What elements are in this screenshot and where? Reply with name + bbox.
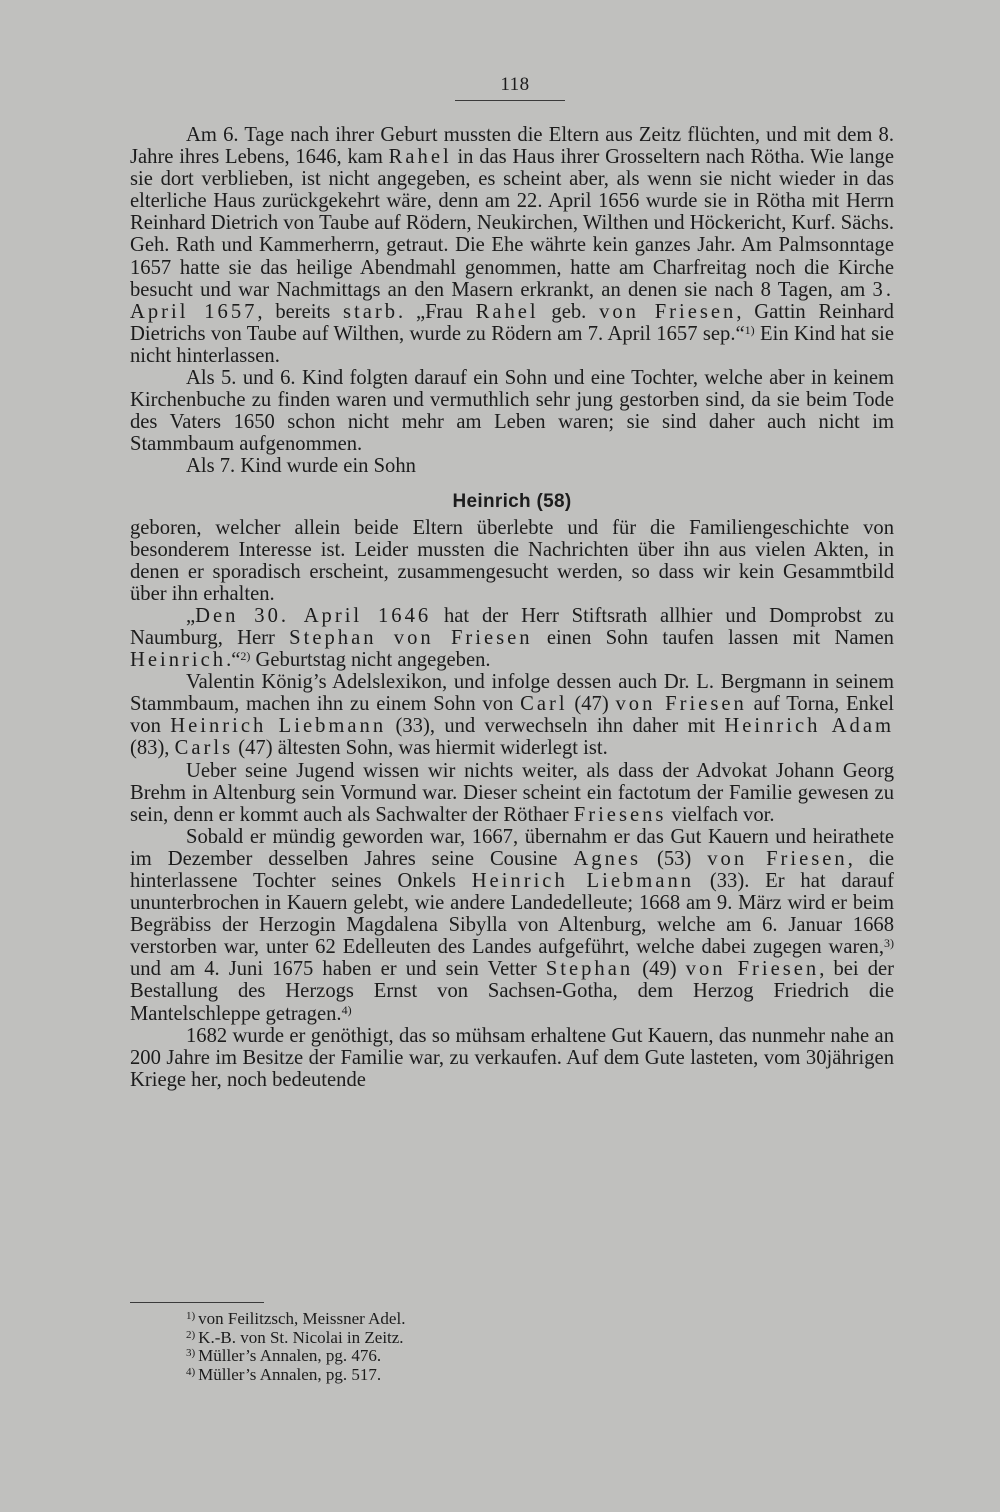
body-text xyxy=(130,124,894,1091)
text-run: auf Torna, Enkel von xyxy=(130,693,894,738)
footnote-mark: 4) xyxy=(186,1366,196,1379)
text-run: . „Frau xyxy=(398,300,476,323)
spaced-name: Heinrich xyxy=(130,649,227,672)
paragraph xyxy=(130,367,894,455)
spaced-name: Heinrich Liebmann xyxy=(471,870,695,892)
spaced-name: starb xyxy=(343,300,399,323)
footnote xyxy=(186,1347,586,1366)
spaced-name: Stephan xyxy=(545,958,634,981)
text-run: (33), und verwechseln ihn daher mit xyxy=(386,715,725,738)
text-run: (47) ältesten Sohn, was hiermit widerlegt ist. xyxy=(233,737,608,760)
text-run: vielfach vor. xyxy=(666,803,775,826)
spaced-name: von Friesen xyxy=(707,847,848,870)
spaced-name: Heinrich Adam xyxy=(724,715,894,738)
text-run: 1682 wurde er genöthigt, das so mühsam erhaltene Gut Kauern, das nunmehr nahe an 200 Jahre im Besitze der Familie war, zu verkaufen. Auf dem Gute lasteten, vom 30jährigen Kriege her, noch bedeutende xyxy=(130,1024,894,1091)
footnote-reference-number: 1 xyxy=(744,322,751,337)
text-run: Ein Kind hat sie nicht hinterlassen. xyxy=(130,322,895,367)
text-run: , die hinterlassene Tochter seines Onkels xyxy=(130,847,894,892)
text-run: , bereits xyxy=(257,300,343,323)
paragraph xyxy=(130,605,894,671)
text-run: in das Haus ihrer Grosseltern nach Rötha. Wie lange sie dort verblieben, ist nicht angegeben, es scheint aber, als wenn sie nicht wieder in das elterliche Haus zurückgekehrt wäre, denn am 22. April 1656 wurde sie in Rötha mit Herrn Reinhard Dietrich von Taube auf Rödern, Neukirchen, Wilthen und Höckericht, Kurf. Sächs. Geh. Rath und Kammerherrn, getraut. Die Ehe währte kein ganzes Jahr. Am Palmsonntage 1657 hatte sie das heilige Abendmahl genommen, hatte am Charfreitag noch die Kirche besucht und war Nachmittags an den Masern erkrankt, an denen sie nach 8 Tagen, am xyxy=(130,146,894,301)
paragraph xyxy=(130,1025,894,1091)
text-run: , bei der Bestallung des Herzogs Ernst von Sachsen-Gotha, dem Herzog Friedrich die Mantelschleppe getragen. xyxy=(130,958,894,1025)
footnote xyxy=(186,1329,586,1348)
spaced-name: Stephan von Friesen xyxy=(289,626,533,649)
footnote-text: Müller’s Annalen, pg. 517. xyxy=(198,1365,382,1385)
spaced-name: von Friesen xyxy=(615,693,747,716)
footnote-reference[interactable]: 1) xyxy=(744,322,755,337)
footnote-text: Müller’s Annalen, pg. 476. xyxy=(198,1346,382,1366)
page-number-rule xyxy=(455,100,565,101)
footnote-reference-number: 3 xyxy=(884,936,890,951)
text-run: (47) xyxy=(567,693,616,716)
spaced-name: Carl xyxy=(520,693,568,716)
spaced-name: 3. April 1657 xyxy=(130,278,894,323)
text-run: Als 5. und 6. Kind folgten darauf ein Sohn und eine Tochter, welche aber in keinem Kirchenbuche zu finden waren und vermuthlich sehr jung gestorben sind, da sie beim Tode des Vaters 1650 schon nicht mehr am Leben waren; sie sind daher auch nicht im Stammbaum aufgenommen. xyxy=(130,367,894,456)
text-run: und am 4. Juni 1675 haben er und sein Vetter xyxy=(130,958,546,981)
paragraph xyxy=(130,671,894,759)
footnote-reference-number: 2 xyxy=(240,649,247,664)
text-run: Als 7. Kind wurde ein Sohn xyxy=(186,455,416,478)
footnote-reference[interactable]: 4) xyxy=(341,1002,352,1017)
spaced-name: Agnes xyxy=(573,847,642,870)
text-run: geboren, welcher allein beide Eltern überlebte und für die Familiengeschichte von besonderem Interesse ist. Leider mussten die Nachrichten über ihn aus vielen Akten, in denen er sporadisch erscheint, zusammengesucht werden, so dass wir kein Gesammtbild über ihn erhalten. xyxy=(130,516,894,605)
text-run: (83), xyxy=(130,737,175,760)
section-heading: Heinrich (58) xyxy=(452,490,572,512)
paragraph xyxy=(130,124,894,367)
spaced-name: von Friesen xyxy=(685,958,820,981)
spaced-name: Heinrich Liebmann xyxy=(170,715,387,738)
footnote-text: K.-B. von St. Nicolai in Zeitz. xyxy=(198,1327,404,1347)
text-run: (33). Er hat darauf ununterbrochen in Kauern gelebt, wie andere Landedelleute; 1668 am 9. März wird er beim Begräbiss der Herzogin Magdalena Sibylla von Altenburg, welche am 6. Januar 1668 verstorben war, unter 62 Edelleuten des Landes aufgeführt, welche dabei zugegen waren, xyxy=(130,870,894,959)
spaced-name: von Friesen xyxy=(599,300,737,323)
text-run: .“ xyxy=(226,649,241,672)
paragraphs-after-heading xyxy=(130,517,894,1091)
footnote-reference[interactable]: 3) xyxy=(884,936,894,951)
footnote-reference-number: 4 xyxy=(341,1002,348,1017)
footnote-mark: 2) xyxy=(186,1328,196,1341)
paragraph xyxy=(130,455,894,477)
footnote xyxy=(186,1310,586,1329)
text-run: Am 6. Tage nach ihrer Geburt mussten die Eltern aus Zeitz flüchten, und mit dem 8. Jahre ihres Lebens, 1646, kam xyxy=(130,124,894,169)
text-run: „ xyxy=(186,604,196,627)
footnote-mark: 3) xyxy=(186,1347,196,1360)
text-run: hat der Herr Stiftsrath allhier und Domprobst zu Naumburg, Herr xyxy=(130,604,894,649)
spaced-name: Den 30. April 1646 xyxy=(195,604,432,627)
paragraph xyxy=(130,517,894,605)
text-run: (53) xyxy=(641,847,708,870)
footnote xyxy=(186,1366,586,1385)
paragraphs-before-heading xyxy=(130,124,894,478)
text-run: Ueber seine Jugend wissen wir nichts weiter, als dass der Advokat Johann Georg Brehm in Altenburg sein Vormund war. Dieser scheint ein factotum der Familie gewesen zu sein, denn er kommt auch als Sachwalter der Röthaer xyxy=(130,759,894,826)
page-number: 118 xyxy=(500,74,530,95)
text-run: geb. xyxy=(538,300,600,323)
footnote-text: von Feilitzsch, Meissner Adel. xyxy=(198,1309,406,1328)
paragraph xyxy=(130,760,894,826)
text-run: einen Sohn taufen lassen mit Namen xyxy=(532,626,894,649)
footnote-mark: 1) xyxy=(186,1310,196,1322)
text-run: (49) xyxy=(633,958,686,981)
footnote-reference[interactable]: 2) xyxy=(240,649,251,664)
spaced-name: Friesens xyxy=(573,803,667,826)
footnote-rule xyxy=(130,1302,264,1303)
paragraph xyxy=(130,826,894,1025)
spaced-name: Rahel xyxy=(388,146,452,169)
text-run: , Gattin Reinhard Dietrichs von Taube auf Wilthen, wurde zu Rödern am 7. April 1657 sep.“ xyxy=(130,300,894,345)
spaced-name: Carls xyxy=(174,737,234,760)
text-run: Geburtstag nicht angegeben. xyxy=(250,649,491,672)
text-run: Sobald er mündig geworden war, 1667, übernahm er das Gut Kauern und heirathete im Dezember desselben Jahres seine Cousine xyxy=(130,825,894,870)
spaced-name: Rahel xyxy=(475,300,539,323)
text-run: Valentin König’s Adelslexikon, und infolge dessen auch Dr. L. Bergmann in seinem Stammbaum, machen ihn zu einem Sohn von xyxy=(130,671,894,716)
footnotes xyxy=(186,1310,586,1385)
